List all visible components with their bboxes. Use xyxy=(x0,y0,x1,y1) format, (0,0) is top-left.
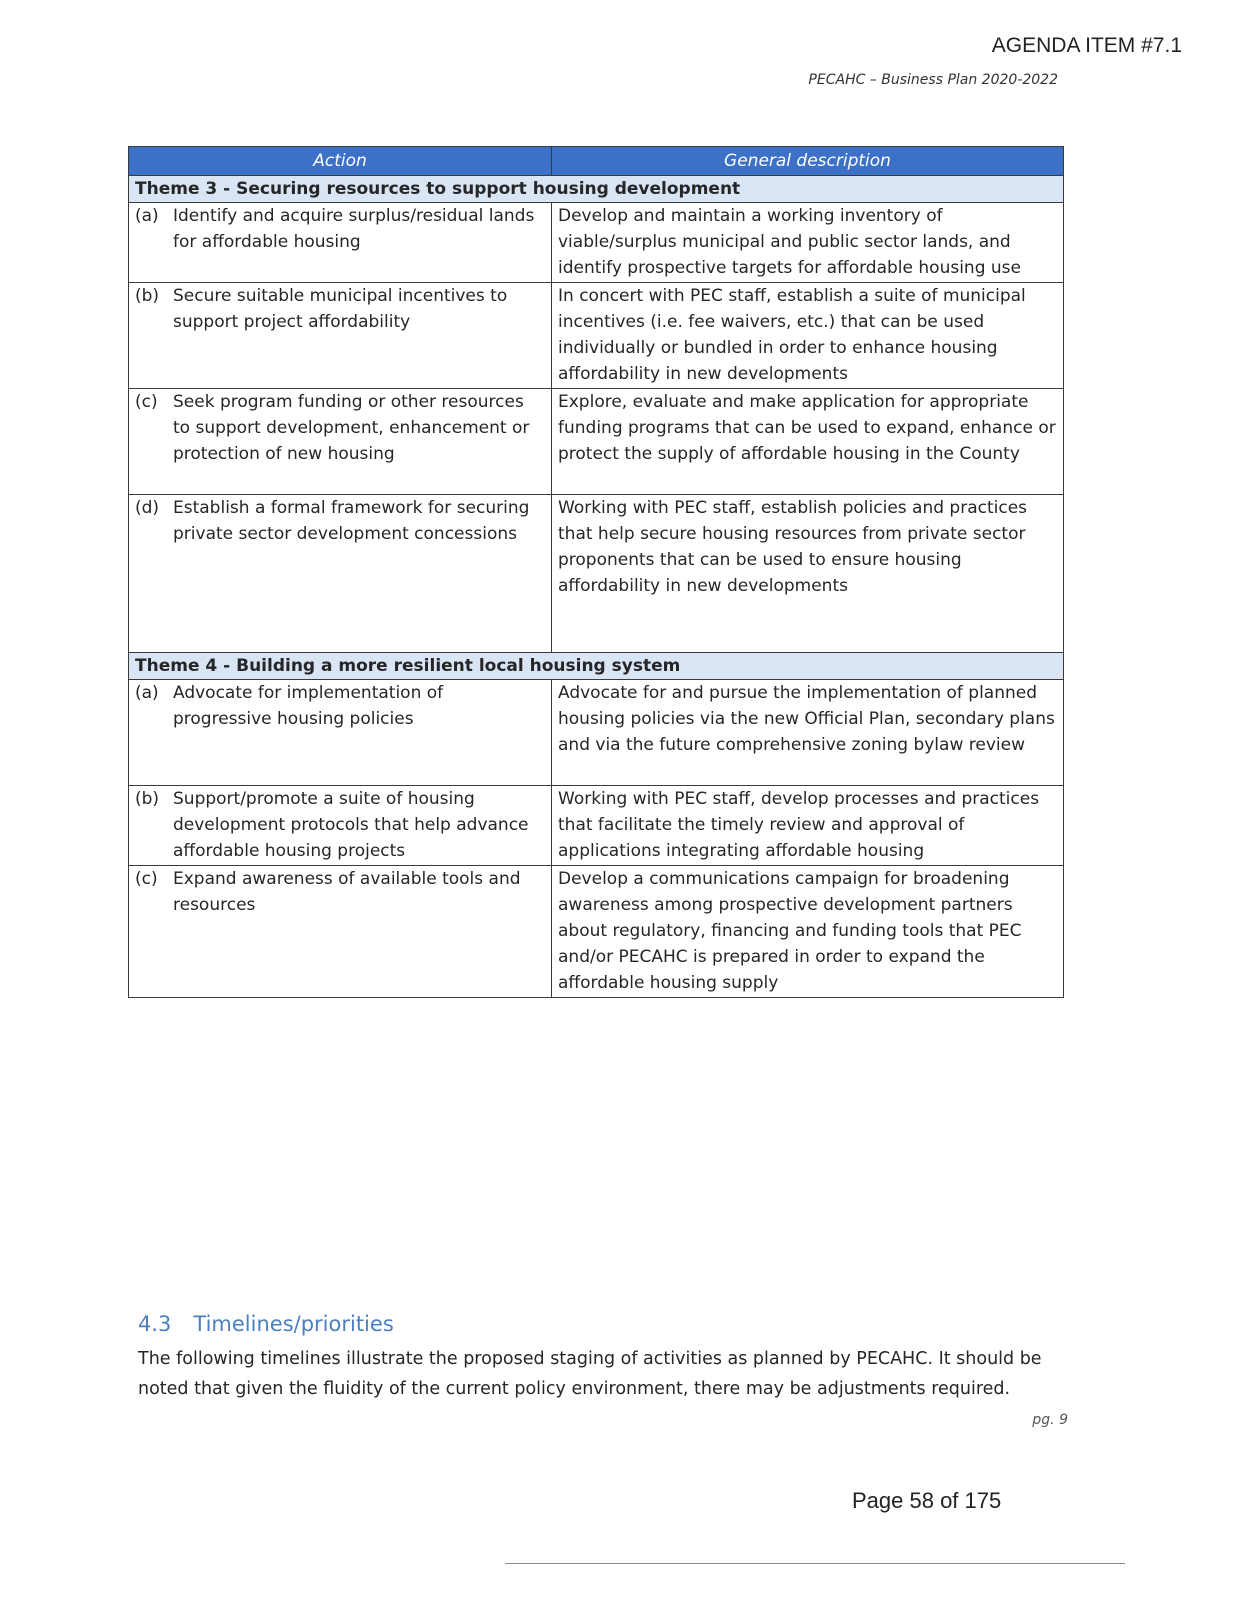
table-header-row xyxy=(129,147,1064,176)
action-text: Support/promote a suite of housing development protocols that help advance affordable housing projects xyxy=(173,789,529,861)
description-cell: Explore, evaluate and make application for appropriate funding programs that can be used to expand, enhance or protect the supply of affordable housing in the County xyxy=(552,389,1064,495)
item-label: (b) xyxy=(135,789,160,809)
description-cell: Develop and maintain a working inventory of viable/surplus municipal and public sector lands, and identify prospective targets for affordable housing use xyxy=(552,203,1064,283)
item-label: (c) xyxy=(135,869,158,889)
theme-row xyxy=(129,176,1064,203)
running-head: PECAHC – Business Plan 2020-2022 xyxy=(808,72,1058,88)
description-cell: Advocate for and pursue the implementation of planned housing policies via the new Official Plan, secondary plans and via the future comprehensive zoning bylaw review xyxy=(552,680,1064,786)
section-title: Timelines/priorities xyxy=(193,1312,394,1336)
action-cell xyxy=(129,495,552,653)
item-label: (c) xyxy=(135,392,158,412)
action-cell xyxy=(129,786,552,866)
action-text: Identify and acquire surplus/residual lands for affordable housing xyxy=(173,206,535,252)
theme-row xyxy=(129,653,1064,680)
table-row xyxy=(129,786,1064,866)
table-row xyxy=(129,203,1064,283)
action-cell xyxy=(129,389,552,495)
description-cell: Develop a communications campaign for broadening awareness among prospective development partners about regulatory, financing and funding tools that PEC and/or PECAHC is prepared in order to expand the affordable housing supply xyxy=(552,866,1064,998)
action-cell xyxy=(129,203,552,283)
footer-divider xyxy=(505,1563,1125,1564)
item-label: (a) xyxy=(135,206,159,226)
description-cell: Working with PEC staff, establish policies and practices that help secure housing resources from private sector proponents that can be used to ensure housing affordability in new developments xyxy=(552,495,1064,653)
document-page-number: pg. 9 xyxy=(1032,1412,1068,1428)
column-header-action: Action xyxy=(129,147,552,176)
action-table xyxy=(128,146,1064,998)
item-label: (b) xyxy=(135,286,160,306)
theme-title: Theme 3 - Securing resources to support housing development xyxy=(129,176,1064,203)
table-row xyxy=(129,495,1064,653)
table-row xyxy=(129,866,1064,998)
page-count: Page 58 of 175 xyxy=(852,1488,1002,1513)
theme-title: Theme 4 - Building a more resilient local housing system xyxy=(129,653,1064,680)
item-label: (a) xyxy=(135,683,159,703)
action-cell xyxy=(129,283,552,389)
section-number: 4.3 xyxy=(138,1312,172,1336)
table-row xyxy=(129,283,1064,389)
section-heading xyxy=(138,1312,394,1336)
description-cell: Working with PEC staff, develop processes and practices that facilitate the timely review and approval of applications integrating affordable housing xyxy=(552,786,1064,866)
section-paragraph: The following timelines illustrate the proposed staging of activities as planned by PECAHC. It should be noted that given the fluidity of the current policy environment, there may be adjustments required. xyxy=(138,1349,1042,1399)
action-text: Seek program funding or other resources to support development, enhancement or protection of new housing xyxy=(173,392,530,464)
action-text: Advocate for implementation of progressive housing policies xyxy=(173,683,444,729)
action-text: Secure suitable municipal incentives to support project affordability xyxy=(173,286,508,332)
action-cell xyxy=(129,680,552,786)
description-cell: In concert with PEC staff, establish a suite of municipal incentives (i.e. fee waivers, etc.) that can be used individually or bundled in order to enhance housing affordability in new developments xyxy=(552,283,1064,389)
action-text: Establish a formal framework for securing private sector development concessions xyxy=(173,498,530,544)
table-row xyxy=(129,389,1064,495)
item-label: (d) xyxy=(135,498,160,518)
action-text: Expand awareness of available tools and resources xyxy=(173,869,521,915)
table-row xyxy=(129,680,1064,786)
action-cell xyxy=(129,866,552,998)
agenda-item-label: AGENDA ITEM #7.1 xyxy=(991,34,1182,57)
column-header-description: General description xyxy=(552,147,1064,176)
